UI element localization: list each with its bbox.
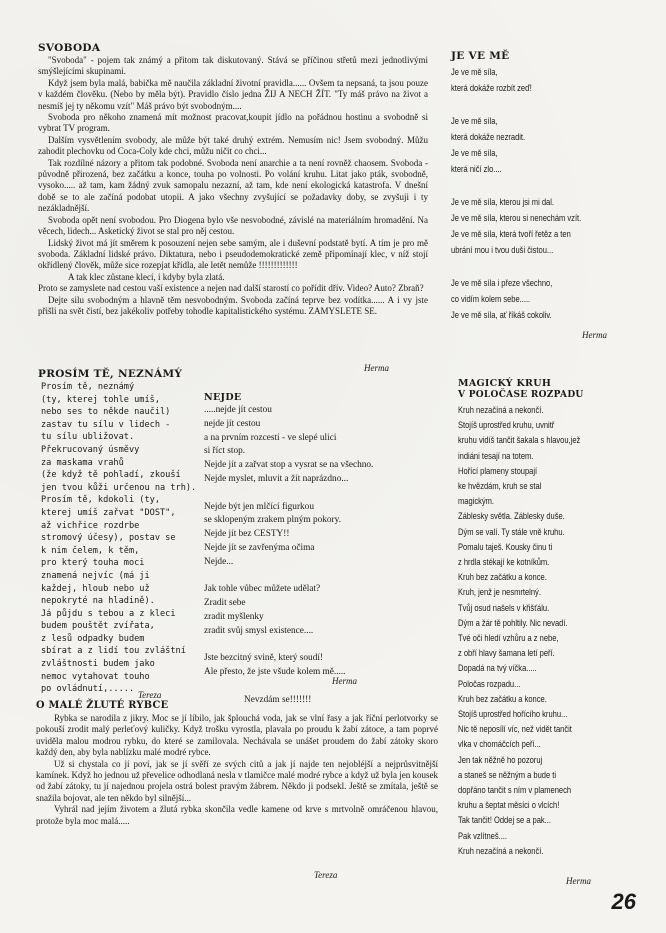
poem-line: Je ve mě síla, kterou jsi mi dal.: [451, 196, 554, 207]
poem-line: [204, 680, 444, 694]
poem-line: Překrucovaný úsměvy: [41, 444, 140, 455]
poem-line: každej, hloub nebo už: [41, 583, 150, 594]
poem-line: zradit svůj smysl existence....: [204, 625, 314, 636]
poem-line: Prosím tě, kdokoli (ty,: [41, 495, 160, 506]
poem-line: Kruh bez začátku a konce.: [458, 572, 547, 583]
paragraph: Když jsem byla malá, babička mě naučila základní životní pravidla...... Ovšem ta nepsaná, ta jsou pouze v každém člověku. (Nebo by měla být). Pravidlo číslo jedna ŽIJ A NECH ŽÍT. "Ty máš právo na život a nesmíš jej ty někomu vzít" Máš právo být svobodným....: [38, 77, 428, 111]
poem-line: kruhu vidíš tančit šakala s hlavou,jež: [458, 435, 581, 446]
poem-line: Stojíš uprostřed hořícího kruhu...: [458, 709, 568, 720]
poem-line: Kruh nezačíná a nekončí.: [458, 405, 544, 415]
poem-line: kruhu a šeptat měsíci o vlcích!: [458, 800, 560, 811]
poem-line: zradit myšlenky: [204, 611, 264, 622]
poem-line: .....nejde jít cestou: [204, 405, 272, 415]
poem-line: Poločas rozpadu...: [458, 678, 521, 689]
poem-title: PROSÍM TĚ, NEZNÁMÝ: [38, 368, 183, 380]
poem-line: Nevzdám se!!!!!!!: [244, 694, 312, 705]
poem-prosim-te: [38, 368, 228, 696]
poem-line: znamená nejvíc (má ji: [41, 570, 150, 581]
poem-line: Kruh bez začátku a konce.: [458, 693, 547, 704]
poem-line: z obří hlavy šamana letí peří.: [458, 648, 555, 659]
poem-line: Nejde jít a zařvat stop a vysrat se na všechno.: [204, 460, 374, 471]
poem-line: Nejde jít se zavřenýma očima: [204, 542, 315, 553]
poem-title: JE VE MĚ: [451, 50, 510, 62]
poem-line: Je ve mě síla, kterou si nenechám vzít.: [451, 212, 582, 223]
article-svoboda: [38, 42, 428, 317]
paragraph: Rybka se narodila z jikry. Moc se jí líbilo, jak šplouchá voda, jak se vlní řasy a jak říční perlotvorky se pokouší zrodit malý perleťový kuličky. Když trošku vyrostla, plavala po proudu k žabí zátoce, a tam poprvé uviděla malou modrou rybku, do které se zamilovala. Nechávala se unášet proudem do žabí zátoky skoro každý den, aby byla nablízku malé modré rybce.: [36, 713, 438, 758]
poem-line: nemoc vytahovat touho: [41, 671, 150, 682]
poem-line: a staneš se něžným a bude ti: [458, 769, 557, 780]
story-title: O MALÉ ŽLUTÉ RYBCE: [36, 700, 169, 711]
paragraph: A tak klec zůstane klecí, i kdyby byla zlatá.: [68, 271, 225, 282]
poem-nejde: [204, 392, 444, 708]
poem-line: si říct stop.: [204, 446, 246, 457]
poem-line: Nejde myslet, mluvit a žít naprázdno...: [204, 473, 349, 484]
poem-title: NEJDE: [204, 392, 242, 403]
poem-line: nepokryté na hladině).: [41, 596, 155, 607]
paragraph: Proto se zamyslete nad cestou vaší existence a nejen nad další starostí co pořídit dřív. Video? Auto? Zbraň?: [38, 283, 424, 294]
poem-line: Ale přesto, že jste všude kolem mě.....: [204, 667, 346, 678]
poem-line: Je ve mě síla,: [451, 115, 498, 126]
poem-line: která dokáže rozbít zeď!: [451, 83, 532, 94]
poem-line: (ty, kterej tohle umíš,: [41, 394, 160, 405]
story-zluta-rybka: [36, 700, 438, 827]
poem-line: která ničí zlo....: [451, 164, 502, 175]
poem-line: stromový účesy), postav se: [41, 533, 176, 544]
poem-line: sbírat a z lidí tou zvláštní: [41, 646, 186, 657]
poem-je-ve-me: [451, 50, 651, 323]
poem-line: Je ve mě síla, ať říkáš cokoliv.: [451, 310, 552, 321]
poem-line: zvláštnosti budem jako: [41, 659, 155, 670]
poem-line: z hrdla stékají ke kotníkům.: [458, 557, 550, 568]
poem-line: Jen tak něžně ho pozoruj: [458, 754, 543, 765]
poem-line: kterej umíš zařvat "DOST",: [41, 507, 176, 518]
poem-line: ubrání mou i tvou duši čistou...: [451, 245, 554, 256]
author-signature: Tereza: [138, 690, 162, 700]
paragraph: Svoboda opět není svobodou. Pro Diogena bylo vše nesvobodné, závislé na materiálním hromadění. Na věcech, lidech... Asketický život se stal pro něj cestou.: [38, 214, 428, 237]
paragraph: Lidský život má jít směrem k posouzení nejen sebe samým, ale i duševní podstatě bytí. A tím je pro mě svoboda. Základní lidské právo. Diktatura, nebo i pseudodemokratické země připomínají klec, v níž stojí okřídlený člověk, může sice rozepjat křídla, ale letět nemůže !!!!!!!!!!!!!: [38, 237, 428, 271]
poem-line: až vichřice rozdrbe: [41, 520, 140, 531]
poem-magicky-kruh: [458, 378, 648, 859]
poem-line: Dopadá na tvý víčka.....: [458, 663, 537, 674]
poem-line: se sklopeným zrakem plným pokory.: [204, 515, 342, 526]
poem-line: Pomalu taješ. Kousky činu ti: [458, 541, 553, 552]
poem-line: budem pouštět zvířata,: [41, 621, 155, 632]
paragraph: Svoboda pro někoho znamená mít možnost pracovat,koupit jídlo na pořádnou hostinu a svobodně si vybrat TV program.: [38, 112, 428, 134]
poem-line: z lesů odpadky budem: [41, 633, 145, 644]
poem-line: [204, 570, 444, 584]
poem-line: indiáni tesají na totem.: [458, 450, 534, 461]
poem-line: Tvůj osud našels v křišťálu.: [458, 602, 550, 613]
poem-line: Hořící plameny stoupají: [458, 465, 538, 476]
poem-line: [451, 96, 615, 112]
poem-line: vlka v chomáčcích peří...: [458, 739, 541, 750]
author-signature: Herma: [582, 330, 607, 340]
poem-line: (že když tě pohladí, zkouší: [41, 470, 181, 481]
poem-line: jen tvou kůži určenou na trh).: [41, 482, 197, 493]
poem-line: Je ve mě síla i přeze všechno,: [451, 277, 553, 288]
poem-line: zastav tu sílu v lidech -: [41, 419, 171, 430]
article-title: SVOBODA: [38, 42, 101, 54]
poem-line: [204, 639, 444, 653]
page-number: 26: [611, 889, 636, 914]
poem-line: dopřáno tančit s ním v plamenech: [458, 785, 572, 796]
poem-line: Zradit sebe: [204, 598, 246, 609]
author-signature: Herma: [566, 876, 591, 886]
poem-line: Prosím tě, neznámý: [41, 382, 135, 392]
author-signature: Herma: [364, 363, 389, 373]
poem-subtitle: V POLOČASE ROZPADU: [458, 390, 584, 400]
poem-line: Je ve mě síla,: [451, 67, 498, 77]
poem-title: MAGICKÝ KRUH: [458, 378, 552, 389]
poem-line: magickým.: [458, 496, 495, 507]
poem-line: nejde jít cestou: [204, 418, 261, 429]
poem-line: za maskama vrahů: [41, 457, 124, 468]
poem-line: Nejde...: [204, 556, 234, 567]
paragraph: Vyhrál nad jejím životem a žlutá rybka skončila vedle kamene od krve s mrtvolně omráčenou hlavou, protože byla moc malá.....: [36, 804, 438, 826]
poem-line: Nejde být jen mlčící figurkou: [204, 501, 314, 512]
poem-line: [204, 487, 444, 501]
poem-line: Tvé oči hledí vzhůru a z nebe,: [458, 633, 559, 644]
paragraph: Tak rozdílné názory a přitom tak podobné. Svoboda není anarchie a ta není rovněž chaosem. Svoboda - původně přirozená, bez začátku a konce, touha po volnosti. Po volání kruhu. Litat jako pták, svobodně, vysoko..... až tam, kam žádný zvuk samopalu nezazní, až tam, kde není ekologická katastrofa. V dnešní době se to ale začíná podobat utopii. A jako všechny zvyšující se požadavky doby, se zvyšuji i ty nezákladnější.: [38, 157, 428, 214]
poem-line: Kruh, jenž je nesmrtelný.: [458, 587, 541, 598]
poem-line: a na prvním rozcestí - ve slepé ulici: [204, 432, 337, 443]
poem-line: Dým se valí. Ty stále vně kruhu.: [458, 526, 565, 537]
poem-line: která dokáže nezradit.: [451, 131, 526, 142]
poem-line: [451, 258, 615, 274]
poem-line: Jak tohle vůbec můžete udělat?: [204, 584, 321, 595]
paragraph: Dejte silu svobodným a hlavně těm nesvobodným. Svoboda začíná teprve bez vodítka...... A i vy jste přišli na svět čistí, bez jakékoliv potřeby tohodle kapitalistického systému. ZAMYSLETE SE.: [38, 294, 428, 316]
author-signature: Tereza: [314, 870, 338, 880]
poem-line: Nejde jít bez CESTY!!: [204, 529, 290, 540]
poem-line: Tak tančit! Oddej se a pak...: [458, 815, 551, 826]
poem-line: [451, 177, 615, 193]
poem-line: Pak vzlítneš....: [458, 830, 507, 841]
poem-line: Dým a žár tě pohltily. Nic nevadí.: [458, 617, 568, 628]
poem-line: ke hvězdám, kruh se stal: [458, 481, 542, 492]
poem-line: tu sílu ubližovat.: [41, 432, 135, 443]
author-signature: Herma: [332, 676, 357, 686]
poem-line: Je ve mě síla, která tvoří řetěz a ten: [451, 229, 571, 240]
poem-line: co vidím kolem sebe.....: [451, 293, 531, 304]
paragraph: Dalším vysvětlením svobody, ale může být také druhý extrém. Nemusím nic! Jsem svobodný. Můžu zahodit plechovku od Coca-Coly kde chci, můžu ničit co chci...: [38, 134, 428, 157]
poem-line: pro který touha moci: [41, 558, 145, 569]
poem-line: Stojíš uprostřed kruhu, uvnitř: [458, 420, 555, 431]
poem-line: Kruh nezačíná a nekončí.: [458, 845, 544, 856]
poem-line: Záblesky světla. Záblesky duše.: [458, 511, 565, 522]
poem-line: Je ve mě síla,: [451, 148, 498, 159]
paragraph: Už si chystala co jí poví, jak se jí svěří ze svých citů a jak jí najde ten nejobléjší a nejprůsvitnější kamínek. Když ho jednou už převelice odhodlaná nesla v tlamičce malé modré rybce a když už byla jen kousek od žabí zátoky, tu jí najednou projela ostrá bolest pravým žábrem. Někdo ji podsekl. Ještě se zmítala, ještě se snažila bojovat, ale ten někdo byl silnější...: [36, 758, 438, 803]
poem-line: Jste bezcitný svině, který soudí!: [204, 653, 324, 664]
poem-line: k nim čelem, k těm,: [41, 545, 140, 556]
poem-line: Nic tě neposílí víc, než vidět tančit: [458, 724, 572, 735]
paragraph: "Svoboda" - pojem tak známý a přitom tak diskutovaný. Stává se příčinou střetů mezi jednotlivými smýšlejícími skupinami.: [38, 55, 428, 77]
poem-line: po ovládnutí,.....: [41, 684, 135, 695]
poem-line: Já půjdu s tebou a z kleci: [41, 608, 176, 619]
poem-line: nebo ses to někde naučil): [41, 407, 171, 418]
